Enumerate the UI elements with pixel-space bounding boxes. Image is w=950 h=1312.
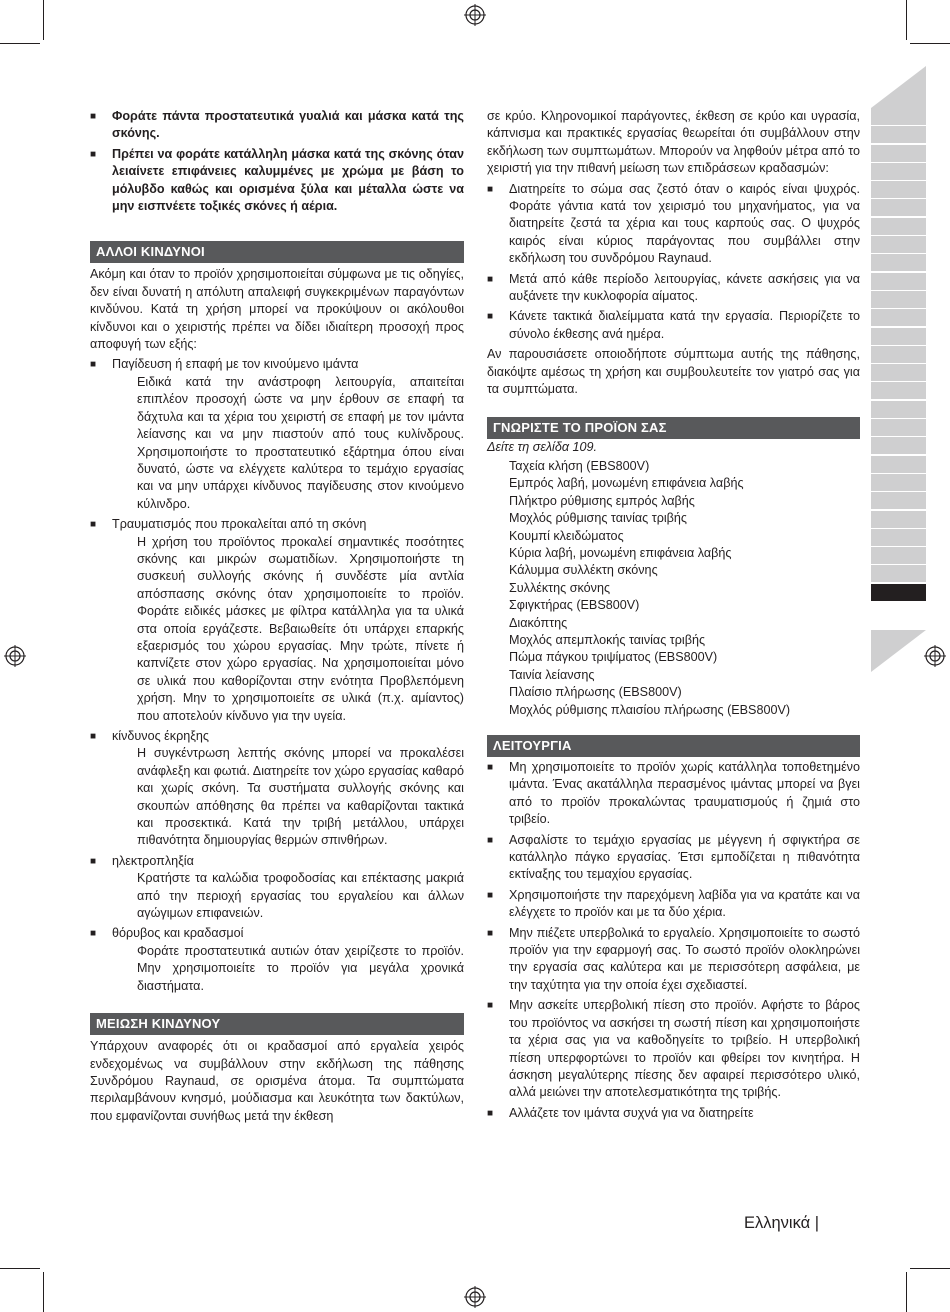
language-tab <box>871 181 926 198</box>
page-footer-language: Ελληνικά | <box>744 1214 820 1232</box>
part-item: Πλήκτρο ρύθμισης εμπρός λαβής <box>509 493 695 508</box>
language-tab <box>871 437 926 454</box>
hazard-text: Ειδικά κατά την ανάστροφη λειτουργία, απαιτείται επιπλέον προσοχή ώστε να μην έρθουν σε επαφή τα δάχτυλα και τα χέρια του χειριστή σε επαφή με τον ιμάντα λείανσης και να μην πιαστούν από τους κυλίνδρους. Χρησιμοποιήστε το προστατευτικό εξάρτημα όπου είναι δυνατό, ώστε να ελέγχετε καλύτερα το τεμάχιο εργασίας και να μην υπάρχει κίνδυνος παγίδευσης στον κινούμενο κύλινδρο. <box>137 374 464 511</box>
language-tab <box>871 199 926 216</box>
language-tab <box>871 401 926 418</box>
part-item: Μοχλός απεμπλοκής ταινίας τριβής <box>509 632 706 647</box>
left-column <box>90 108 464 1125</box>
part-item: Κύρια λαβή, μονωμένη επιφάνεια λαβής <box>509 545 732 560</box>
safety-bullet: ■ Φοράτε πάντα προστατευτικά γυαλιά και μάσκα κατά της σκόνης. <box>90 108 464 143</box>
operation-bullet: ■ Μην ασκείτε υπερβολική πίεση στο προϊόν. Αφήστε το βάρος του προϊόντος να ασκήσει τη σωστή πίεση και χρησιμοποιήστε τα χέρια σας για να καθοδηγείτε το τριβείο. Η υπερβολική πίεση υπερφορτώνει το προϊόν και φθείρει τον κινητήρα. Η άσκηση μεγαλύτερης πίεσης δεν αφαιρεί περισσότερο υλικό, αλλά μειώνει την αποτελεσματικότητα της τριβής. <box>487 997 860 1101</box>
crop-mark <box>906 1272 907 1312</box>
language-tab <box>871 236 926 253</box>
part-item: Εμπρός λαβή, μονωμένη επιφάνεια λαβής <box>509 476 744 491</box>
language-tab <box>871 254 926 271</box>
crop-mark <box>0 43 40 44</box>
language-tab <box>871 328 926 345</box>
language-tab <box>871 565 926 582</box>
parts-list <box>487 458 860 719</box>
hazard-text: Κρατήστε τα καλώδια τροφοδοσίας και επέκτασης μακριά από την περιοχή εργασίας του εργαλείου και άλλων αγώγιμων επιφανειών. <box>137 871 464 921</box>
registration-mark-icon <box>924 645 946 667</box>
risk-reduction-continuation: σε κρύο. Κληρονομικοί παράγοντες, έκθεση σε κρύο και υγρασία, κάπνισμα και πρακτικές εργασίας θεωρείται ότι συμβάλλουν στην εκδήλωση των συμπτωμάτων. Μπορούν να ληφθούν μέτρα από το χειριστή για την πιθανή μείωση των επιδράσεων κραδασμών: <box>487 109 860 176</box>
part-item: Διακόπτης <box>509 615 568 630</box>
part-item: Ταινία λείανσης <box>509 667 595 682</box>
part-item: Μοχλός ρύθμισης πλαισίου πλήρωσης (EBS800V) <box>509 702 791 717</box>
part-item: Πλαίσιο πλήρωσης (EBS800V) <box>509 685 682 700</box>
hazard-text: Η χρήση του προϊόντος προκαλεί σημαντικές ποσότητες σκόνης και μικρών σωματιδίων. Χρησιμοποιήστε τη συσκευή συλλογής σκόνης ή συνδέστε μία αντλία απόσπασης σκόνης όταν χρησιμοποιείτε το προϊόν. Φοράτε ειδικές μάσκες με φίλτρα κατάλληλα για τα υλικά στα οποία εργάζεστε. Βεβαιωθείτε ότι υπάρχει επαρκής εξαερισμός του χώρου εργασίας. Μην τρώτε, πίνετε ή καπνίζετε στον χώρο εργασίας. Να χρησιμοποιείται μόνο σε υλικά που καθορίζονται στην ενότητα Προβλεπόμενη χρήση. Μην το χρησιμοποιείτε σε υλικά (π.χ. αμίαντος) που αποτελούν κίνδυνο για την υγεία. <box>137 534 464 723</box>
page-reference: Δείτε τη σελίδα 109. <box>487 439 598 454</box>
part-item: Σφιγκτήρας (EBS800V) <box>509 598 640 613</box>
language-tab <box>871 511 926 528</box>
language-tab <box>871 145 926 162</box>
language-tab <box>871 364 926 381</box>
language-tab <box>871 492 926 509</box>
crop-mark <box>906 0 907 40</box>
section-title-other-hazards: ΑΛΛΟΙ ΚΙΝΔΥΝΟΙ <box>90 241 464 263</box>
language-tab <box>871 273 926 290</box>
language-tab-strip <box>871 108 926 602</box>
vibration-bullet: ■ Διατηρείτε το σώμα σας ζεστό όταν ο καιρός είναι ψυχρός. Φοράτε γάντια κατά τον χειρισμό του μηχανήματος, για να διατηρείτε ζεστά τα χέρια και τους καρπούς σας. Ο ψυχρός καιρός είναι κύριος παράγοντας που συμβάλλει στην εκδήλωση του συνδρόμου Raynaud. <box>487 181 860 268</box>
operation-bullet: ■ Αλλάζετε τον ιμάντα συχνά για να διατηρείτε <box>487 1105 860 1122</box>
operation-bullet: ■ Μην πιέζετε υπερβολικά το εργαλείο. Χρησιμοποιείτε το σωστό προϊόν για την εφαρμογή σας. Το σωστό προϊόν ολοκληρώνει την εργασία σας καλύτερα και με περισσότερη ασφάλεια, με την ταχύτητα για την οποία έχει σχεδιαστεί. <box>487 925 860 995</box>
operation-bullet: ■ Μη χρησιμοποιείτε το προϊόν χωρίς κατάλληλα τοποθετημένο ιμάντα. Ένας ακατάλληλα περασμένος ιμάντας μπορεί να βγει από το προϊόν προκαλώντας τραυματισμούς ή ζημιά στο τριβείο. <box>487 759 860 829</box>
section-title-know-product: ΓΝΩΡΙΣΤΕ ΤΟ ΠΡΟΪΟΝ ΣΑΣ <box>487 417 860 439</box>
part-item: Πώμα πάγκου τριψίματος (EBS800V) <box>509 650 718 665</box>
operation-bullet: ■ Ασφαλίστε το τεμάχιο εργασίας με μέγγενη ή σφιγκτήρα σε κατάλληλο πάγκο εργασίας. Έτσι εμποδίζεται η πιθανότητα εκτίναξης του τεμαχίου εργασίας. <box>487 832 860 884</box>
part-item: Κάλυμμα συλλέκτη σκόνης <box>509 563 658 578</box>
crop-mark <box>910 1268 950 1269</box>
crop-mark <box>910 43 950 44</box>
hazard-text: Φοράτε προστατευτικά αυτιών όταν χειρίζεστε το προϊόν. Μην χρησιμοποιείτε το προϊόν για μεγάλα χρονικά διαστήματα. <box>137 943 464 993</box>
hazard-heading: ■ Παγίδευση ή επαφή με τον κινούμενο ιμάντα <box>90 356 464 373</box>
part-item: Μοχλός ρύθμισης ταινίας τριβής <box>509 511 687 526</box>
section-title-operation: ΛΕΙΤΟΥΡΓΙΑ <box>487 735 860 757</box>
right-column <box>487 108 860 1122</box>
crop-mark <box>43 0 44 40</box>
registration-mark-icon <box>4 645 26 667</box>
language-tab <box>871 346 926 363</box>
risk-reduction-text: Υπάρχουν αναφορές ότι οι κραδασμοί από εργαλεία χειρός ενδεχομένως να συμβάλλουν στην εκδήλωση της πάθησης Συνδρόμου Raynaud, σε ορισμένα άτομα. Τα συμπτώματα περιλαμβάνουν κνησμό, μούδιασμα και λευκότητα των δακτύλων, που εμφανίζονται συνήθως μετά την έκθεση <box>90 1039 464 1123</box>
language-tab <box>871 309 926 326</box>
operation-bullet: ■ Χρησιμοποιήστε την παρεχόμενη λαβίδα για να κρατάτε και να ελέγχετε το προϊόν και με τα δύο χέρια. <box>487 887 860 922</box>
language-tab <box>871 529 926 546</box>
crop-mark <box>43 1272 44 1312</box>
registration-mark-icon <box>464 4 486 26</box>
registration-mark-icon <box>464 1286 486 1308</box>
hazard-heading: ■ Τραυματισμός που προκαλείται από τη σκόνη <box>90 516 464 533</box>
hazard-heading: ■ θόρυβος και κραδασμοί <box>90 925 464 942</box>
safety-bullet: ■ Πρέπει να φοράτε κατάλληλη μάσκα κατά της σκόνης όταν λειαίνετε επιφάνειες καλυμμένες με χρώμα με βάση το μόλυβδο καθώς και ορισμένα ξύλα και μέταλλα ώστε να μην εισπνέετε τοξικές σκόνες ή αέρια. <box>90 146 464 216</box>
hazard-heading: ■ κίνδυνος έκρηξης <box>90 728 464 745</box>
vibration-bullet: ■ Μετά από κάθε περίοδο λειτουργίας, κάνετε ασκήσεις για να αυξάνετε την κυκλοφορία αίματος. <box>487 271 860 306</box>
language-tab <box>871 456 926 473</box>
part-item: Συλλέκτης σκόνης <box>509 580 611 595</box>
language-tab <box>871 126 926 143</box>
language-tab <box>871 218 926 235</box>
part-item: Κουμπί κλειδώματος <box>509 528 624 543</box>
language-tab <box>871 163 926 180</box>
tab-strip-top <box>871 66 926 108</box>
other-hazards-intro: Ακόμη και όταν το προϊόν χρησιμοποιείται σύμφωνα με τις οδηγίες, δεν είναι δυνατή η απόλυτη απαλειφή συγκεκριμένων παραγόντων κινδύνου. Κατά τη χρήση μπορεί να προκύψουν οι ακόλουθοι κίνδυνοι και ο χειριστής πρέπει να δίδει ιδιαίτερη προσοχή προς αποφυγή των εξής: <box>90 267 464 352</box>
vibration-bullet: ■ Κάνετε τακτικά διαλείμματα κατά την εργασία. Περιορίζετε το σύνολο έκθεσης ανά ημέρα. <box>487 308 860 343</box>
language-tab <box>871 419 926 436</box>
hazard-heading: ■ ηλεκτροπληξία <box>90 853 464 870</box>
language-tab <box>871 108 926 125</box>
section-title-risk-reduction: ΜΕΙΩΣΗ ΚΙΝΔΥΝΟΥ <box>90 1013 464 1035</box>
hazard-text: Η συγκέντρωση λεπτής σκόνης μπορεί να προκαλέσει ανάφλεξη και φωτιά. Διατηρείτε τον χώρο εργασίας καθαρό και χωρίς σκόνη. Τα συστήματα συλλογής σκόνης και σκουπών απόθησης θα πρέπει να καθαρίζονται τακτικά και προσεκτικά. Κατά την τριβή μετάλλου, υπάρχει πιθανότητα δημιουργίας θερμών σπινθήρων. <box>137 746 464 848</box>
part-item: Ταχεία κλήση (EBS800V) <box>509 458 650 473</box>
language-tab <box>871 291 926 308</box>
language-tab-active <box>871 584 926 601</box>
language-tab <box>871 382 926 399</box>
language-tab <box>871 547 926 564</box>
crop-mark <box>0 1268 40 1269</box>
tab-strip-bottom <box>871 630 926 672</box>
symptom-note: Αν παρουσιάσετε οποιοδήποτε σύμπτωμα αυτής της πάθησης, διακόψτε αμέσως τη χρήση και συμβουλευτείτε τον γιατρό σας για τα συμπτώματα. <box>487 347 860 397</box>
language-tab <box>871 474 926 491</box>
